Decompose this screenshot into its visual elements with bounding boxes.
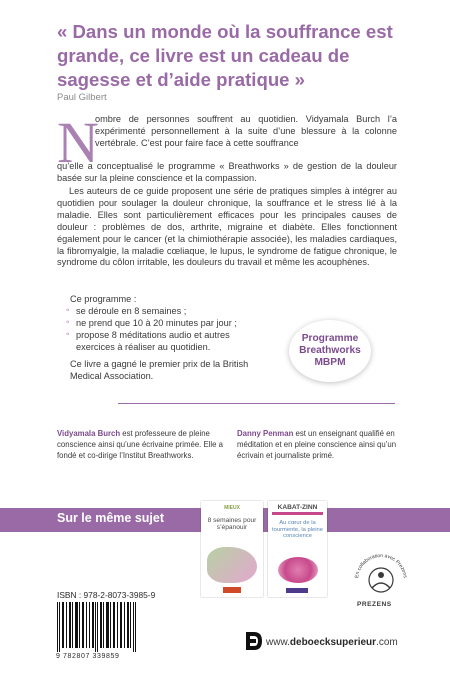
program-item: ◦ propose 8 méditations audio et autres exercices à réaliser au quotidien. xyxy=(66,330,266,354)
publisher-logo xyxy=(223,587,241,593)
related-book-cover xyxy=(268,501,327,597)
quote-author: Paul Gilbert xyxy=(57,92,107,103)
book-illustration xyxy=(278,557,318,583)
badge-line: MBPM xyxy=(314,357,346,368)
section-divider xyxy=(118,403,395,404)
author-bio: est un enseignant qualifié en méditation et en pleine conscience ainsi qu’un écrivain et journaliste primé. xyxy=(237,429,397,460)
badge-line: Breathworks xyxy=(299,345,361,356)
author-bio-penman xyxy=(237,428,407,461)
book-band xyxy=(272,512,323,515)
author-bio-burch xyxy=(57,428,227,461)
intro-first-rest: qu’elle a conceptualisé le programme « Breathworks » de gestion de la douleur basée sur la pleine conscience et la compassion. xyxy=(57,161,397,183)
program-badge xyxy=(289,320,371,382)
url-suffix: .com xyxy=(376,637,398,648)
program-intro: Ce programme : xyxy=(70,294,137,304)
dropcap-letter: N xyxy=(57,110,99,175)
intro-paragraph-2: Les auteurs de ce guide proposent une série de pratiques simples à intégrer au quotidien pour soulager la douleur chronique, la souffrance et le stress lié à la maladie. Elles sont particulièrement efficaces pour les principales causes de douleur : problèmes de dos, arthrite, migraine et diabète. Elles fonctionnent également pour le cancer (et la chimiothérapie associée), les maladies cardiaques, la fibromyalgie, la maladie cœliaque, le lupus, le syndrome de fatigue chronique, le syndrome du côlon irritable, les douleurs du travail et même les acouphènes. xyxy=(57,186,397,268)
book-series: MIEUX xyxy=(224,505,240,511)
prize-text: Ce livre a gagné le premier prix de la British Medical Association. xyxy=(70,359,249,381)
author-bio: est professeure de pleine conscience ainsi qu’une écrivaine primée. Elle a fondé et co-dirige l’Institut Breathworks. xyxy=(57,429,223,460)
author-name: Danny Penman xyxy=(237,429,294,438)
related-title: Sur le même sujet xyxy=(57,511,164,525)
program-item: ◦ ne prend que 10 à 20 minutes par jour ; xyxy=(66,318,266,330)
related-book-cover xyxy=(201,501,263,597)
book-illustration xyxy=(207,547,257,583)
publisher-logo-icon xyxy=(246,632,262,650)
url-brand: deboecksuperieur xyxy=(289,637,377,648)
barcode-number: 9 782807 339859 xyxy=(56,653,120,660)
book-title: Au cœur de la tourmente, la pleine conscience xyxy=(272,520,323,540)
barcode-icon xyxy=(57,602,137,652)
book-title: 8 semaines pour s’épanouir xyxy=(207,517,257,532)
isbn: ISBN : 978-2-8073-3985-9 xyxy=(57,590,156,600)
cover-quote: « Dans un monde où la souffrance est grande, ce livre est un cadeau de sagesse et d’aide pratique » xyxy=(57,21,393,90)
author-name: Vidyamala Burch xyxy=(57,429,121,438)
publisher-url[interactable] xyxy=(266,637,398,648)
intro-first-lines: ombre de personnes souffrent au quotidien. Vidyamala Burch l’a expérimenté personnellement à la suite d’une blessure à la colonne vertébrale. C’est pour faire face à cette souffrance xyxy=(95,114,397,148)
program-list xyxy=(66,306,266,354)
prezens-name: PREZENS xyxy=(357,601,392,608)
program-item: ◦ se déroule en 8 semaines ; xyxy=(66,306,266,318)
book-author: KABAT-ZINN xyxy=(277,504,318,511)
publisher-logo xyxy=(286,588,308,593)
url-prefix: www. xyxy=(266,637,290,648)
prezens-logo xyxy=(352,548,410,608)
badge-line: Programme xyxy=(301,333,359,344)
collab-text: En collaboration avec Prezens xyxy=(354,552,408,579)
